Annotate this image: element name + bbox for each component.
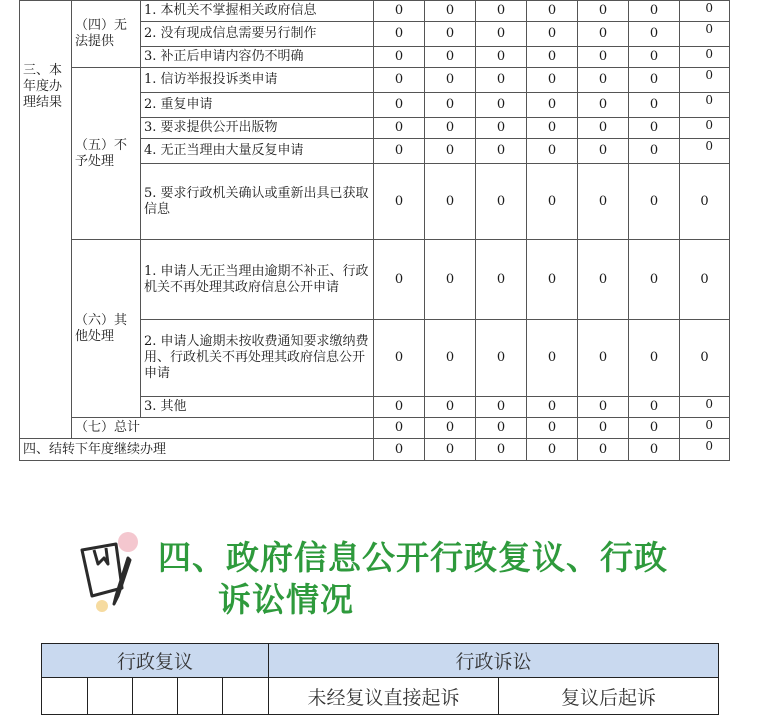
carryover-label: 四、结转下年度继续办理 bbox=[20, 439, 374, 461]
table-row bbox=[20, 1, 730, 22]
value-cell bbox=[680, 1, 730, 22]
value-cell bbox=[680, 22, 730, 47]
value-cell: 0 bbox=[374, 1, 425, 22]
value-cell: 0 bbox=[425, 68, 476, 93]
value-cell: 0 bbox=[425, 439, 476, 461]
value-cell bbox=[680, 118, 730, 139]
value-cell: 0 bbox=[476, 320, 527, 397]
value-cell: 0 bbox=[527, 22, 578, 47]
value-text: 0 bbox=[705, 47, 713, 61]
sub-suit-after-review: 复议后起诉 bbox=[499, 678, 719, 715]
value-cell: 0 bbox=[527, 418, 578, 439]
value-cell: 0 bbox=[578, 240, 629, 320]
row-label: 2. 没有现成信息需要另行制作 bbox=[141, 22, 374, 47]
value-cell: 0 bbox=[425, 164, 476, 240]
value-cell: 0 bbox=[578, 22, 629, 47]
value-cell: 0 bbox=[425, 418, 476, 439]
row-label: 1. 本机关不掌握相关政府信息 bbox=[141, 1, 374, 22]
header-admin-litigation: 行政诉讼 bbox=[269, 644, 719, 678]
row-label: 3. 其他 bbox=[141, 397, 374, 418]
value-cell: 0 bbox=[425, 1, 476, 22]
value-cell: 0 bbox=[629, 118, 680, 139]
review-sub-cell bbox=[42, 678, 88, 715]
review-litigation-table bbox=[41, 643, 719, 715]
value-cell: 0 bbox=[476, 1, 527, 22]
value-cell: 0 bbox=[527, 1, 578, 22]
row-label: 2. 重复申请 bbox=[141, 93, 374, 118]
value-cell: 0 bbox=[527, 68, 578, 93]
value-cell: 0 bbox=[527, 439, 578, 461]
total-label: （七）总计 bbox=[72, 418, 374, 439]
group-label-cell: （六）其他处理 bbox=[72, 240, 141, 418]
row-label: 1. 申请人无正当理由逾期不补正、行政机关不再处理其政府信息公开申请 bbox=[141, 240, 374, 320]
value-cell: 0 bbox=[578, 418, 629, 439]
value-text: 0 bbox=[705, 1, 713, 15]
value-cell: 0 bbox=[425, 118, 476, 139]
value-cell: 0 bbox=[476, 22, 527, 47]
value-cell: 0 bbox=[578, 1, 629, 22]
value-cell: 0 bbox=[425, 22, 476, 47]
value-cell: 0 bbox=[476, 47, 527, 68]
value-cell: 0 bbox=[629, 139, 680, 164]
value-cell bbox=[680, 47, 730, 68]
review-sub-cell bbox=[88, 678, 133, 715]
value-cell: 0 bbox=[629, 93, 680, 118]
value-cell: 0 bbox=[578, 439, 629, 461]
value-cell: 0 bbox=[476, 68, 527, 93]
table-row-carryover bbox=[20, 439, 730, 461]
value-cell bbox=[680, 418, 730, 439]
value-cell: 0 bbox=[680, 240, 730, 320]
value-text: 0 bbox=[705, 68, 713, 82]
heading-line-2: 诉讼情况 bbox=[218, 580, 354, 619]
row-label: 1. 信访举报投诉类申请 bbox=[141, 68, 374, 93]
value-text: 0 bbox=[705, 22, 713, 36]
value-cell: 0 bbox=[374, 397, 425, 418]
value-cell: 0 bbox=[476, 418, 527, 439]
value-cell: 0 bbox=[374, 68, 425, 93]
value-cell: 0 bbox=[425, 139, 476, 164]
value-cell: 0 bbox=[578, 397, 629, 418]
section-heading bbox=[70, 522, 730, 617]
group-label-cell: （五）不予处理 bbox=[72, 68, 141, 240]
value-cell: 0 bbox=[527, 164, 578, 240]
value-cell: 0 bbox=[578, 320, 629, 397]
value-cell: 0 bbox=[374, 22, 425, 47]
review-sub-cell bbox=[178, 678, 223, 715]
table-row bbox=[20, 68, 730, 93]
value-cell: 0 bbox=[527, 397, 578, 418]
value-cell: 0 bbox=[476, 93, 527, 118]
value-cell: 0 bbox=[374, 418, 425, 439]
results-table bbox=[19, 0, 730, 461]
value-cell: 0 bbox=[527, 47, 578, 68]
value-cell: 0 bbox=[374, 93, 425, 118]
value-cell: 0 bbox=[425, 240, 476, 320]
row-label: 2. 申请人逾期未按收费通知要求缴纳费用、行政机关不再处理其政府信息公开申请 bbox=[141, 320, 374, 397]
header-admin-review: 行政复议 bbox=[42, 644, 269, 678]
value-cell: 0 bbox=[629, 397, 680, 418]
value-cell bbox=[680, 439, 730, 461]
value-cell: 0 bbox=[578, 164, 629, 240]
sub-direct-suit: 未经复议直接起诉 bbox=[269, 678, 499, 715]
value-cell: 0 bbox=[374, 139, 425, 164]
value-cell: 0 bbox=[578, 68, 629, 93]
value-cell: 0 bbox=[476, 118, 527, 139]
value-cell bbox=[680, 139, 730, 164]
value-cell: 0 bbox=[476, 397, 527, 418]
value-cell: 0 bbox=[374, 320, 425, 397]
value-cell bbox=[680, 93, 730, 118]
value-cell: 0 bbox=[629, 22, 680, 47]
value-cell: 0 bbox=[578, 47, 629, 68]
value-text: 0 bbox=[705, 439, 713, 453]
value-cell: 0 bbox=[527, 240, 578, 320]
value-cell: 0 bbox=[629, 164, 680, 240]
table-row-total bbox=[20, 418, 730, 439]
value-cell: 0 bbox=[578, 118, 629, 139]
value-cell: 0 bbox=[578, 139, 629, 164]
value-cell: 0 bbox=[374, 240, 425, 320]
value-cell: 0 bbox=[374, 439, 425, 461]
review-sub-cell bbox=[223, 678, 269, 715]
row-label: 3. 补正后申请内容仍不明确 bbox=[141, 47, 374, 68]
row-label: 5. 要求行政机关确认或重新出具已获取信息 bbox=[141, 164, 374, 240]
value-cell: 0 bbox=[527, 320, 578, 397]
value-cell: 0 bbox=[527, 139, 578, 164]
value-cell: 0 bbox=[527, 93, 578, 118]
value-cell bbox=[680, 68, 730, 93]
value-cell: 0 bbox=[425, 93, 476, 118]
value-cell: 0 bbox=[476, 439, 527, 461]
value-text: 0 bbox=[705, 397, 713, 411]
value-cell: 0 bbox=[629, 47, 680, 68]
value-cell: 0 bbox=[425, 47, 476, 68]
value-cell: 0 bbox=[374, 47, 425, 68]
value-cell: 0 bbox=[425, 397, 476, 418]
value-text: 0 bbox=[705, 118, 713, 132]
value-text: 0 bbox=[705, 418, 713, 432]
value-cell: 0 bbox=[374, 164, 425, 240]
value-cell: 0 bbox=[578, 93, 629, 118]
review-sub-cell bbox=[133, 678, 178, 715]
row-label: 3. 要求提供公开出版物 bbox=[141, 118, 374, 139]
row-label: 4. 无正当理由大量反复申请 bbox=[141, 139, 374, 164]
value-cell: 0 bbox=[476, 164, 527, 240]
value-cell: 0 bbox=[476, 240, 527, 320]
value-cell: 0 bbox=[680, 164, 730, 240]
table-row bbox=[20, 240, 730, 320]
value-cell: 0 bbox=[629, 240, 680, 320]
value-cell: 0 bbox=[629, 439, 680, 461]
value-cell: 0 bbox=[629, 320, 680, 397]
value-cell: 0 bbox=[629, 418, 680, 439]
value-cell: 0 bbox=[629, 68, 680, 93]
value-cell: 0 bbox=[527, 118, 578, 139]
section-label-cell: 三、本年度办理结果 bbox=[20, 1, 72, 439]
value-cell: 0 bbox=[629, 1, 680, 22]
value-text: 0 bbox=[705, 139, 713, 153]
value-cell: 0 bbox=[425, 320, 476, 397]
note-pencil-icon bbox=[70, 530, 148, 612]
value-text: 0 bbox=[705, 93, 713, 107]
value-cell: 0 bbox=[476, 139, 527, 164]
group-label-cell: （四）无法提供 bbox=[72, 1, 141, 68]
value-cell: 0 bbox=[374, 118, 425, 139]
value-cell: 0 bbox=[680, 320, 730, 397]
heading-line-1: 四、政府信息公开行政复议、行政 bbox=[158, 538, 668, 577]
value-cell bbox=[680, 397, 730, 418]
